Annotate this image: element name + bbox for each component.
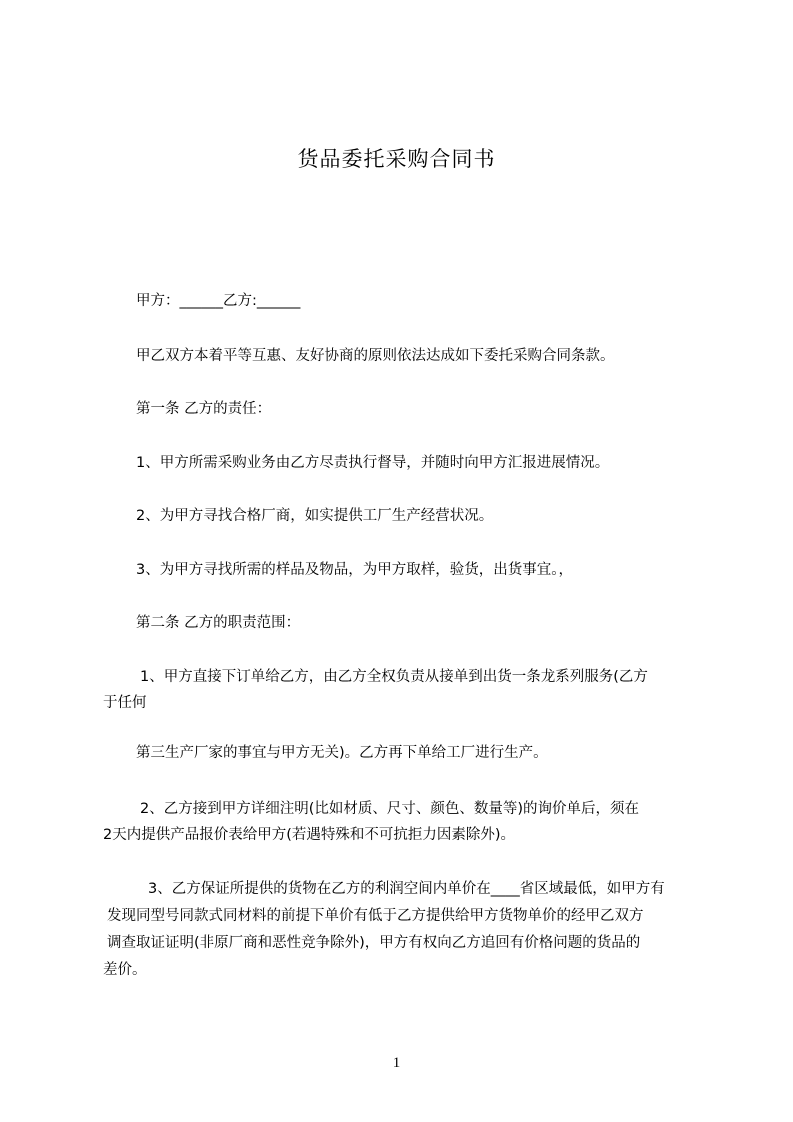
- document-title: 货品委托采购合同书: [297, 147, 496, 171]
- article-2-heading: 第二条 乙方的职责范围：: [136, 615, 301, 631]
- article-2-item-1-line-3: 第三生产厂家的事宜与甲方无关)。乙方再下单给工厂进行生产。: [136, 745, 548, 761]
- article-2-item-3-line-1: 3、乙方保证所提供的货物在乙方的利润空间内单价在____省区域最低，如甲方有: [148, 881, 665, 897]
- page-number: 1: [392, 1055, 401, 1071]
- article-2-item-3-line-3: 调查取证证明(非原厂商和恶性竞争除外)，甲方有权向乙方追回有价格问题的货品的: [107, 935, 641, 951]
- article-2-item-2-line-1: 2、乙方接到甲方详细注明(比如材质、尺寸、颜色、数量等)的询价单后，须在: [140, 801, 640, 817]
- article-2-item-3-line-4: 差价。: [103, 962, 147, 978]
- article-1-heading: 第一条 乙方的责任：: [136, 401, 272, 417]
- article-1-item-1: 1、甲方所需采购业务由乙方尽责执行督导，并随时向甲方汇报进展情况。: [136, 455, 610, 471]
- article-2-item-1-line-2: 于任何: [103, 695, 147, 711]
- article-2-item-1-line-1: 1、甲方直接下订单给乙方，由乙方全权负责从接单到出货一条龙系列服务(乙方: [140, 669, 648, 685]
- parties-line: 甲方：______乙方:______: [136, 293, 301, 309]
- intro-paragraph: 甲乙双方本着平等互惠、友好协商的原则依法达成如下委托采购合同条款。: [136, 348, 615, 364]
- article-2-item-3-line-2: 发现同型号同款式同材料的前提下单价有低于乙方提供给甲方货物单价的经甲乙双方: [107, 908, 644, 924]
- article-2-item-2-line-2: 2天内提供产品报价表给甲方(若遇特殊和不可抗拒力因素除外)。: [103, 827, 516, 843]
- article-1-item-3: 3、为甲方寻找所需的样品及物品，为甲方取样，验货，出货事宜。，: [136, 562, 573, 578]
- article-1-item-2: 2、为甲方寻找合格厂商，如实提供工厂生产经营状况。: [136, 508, 494, 524]
